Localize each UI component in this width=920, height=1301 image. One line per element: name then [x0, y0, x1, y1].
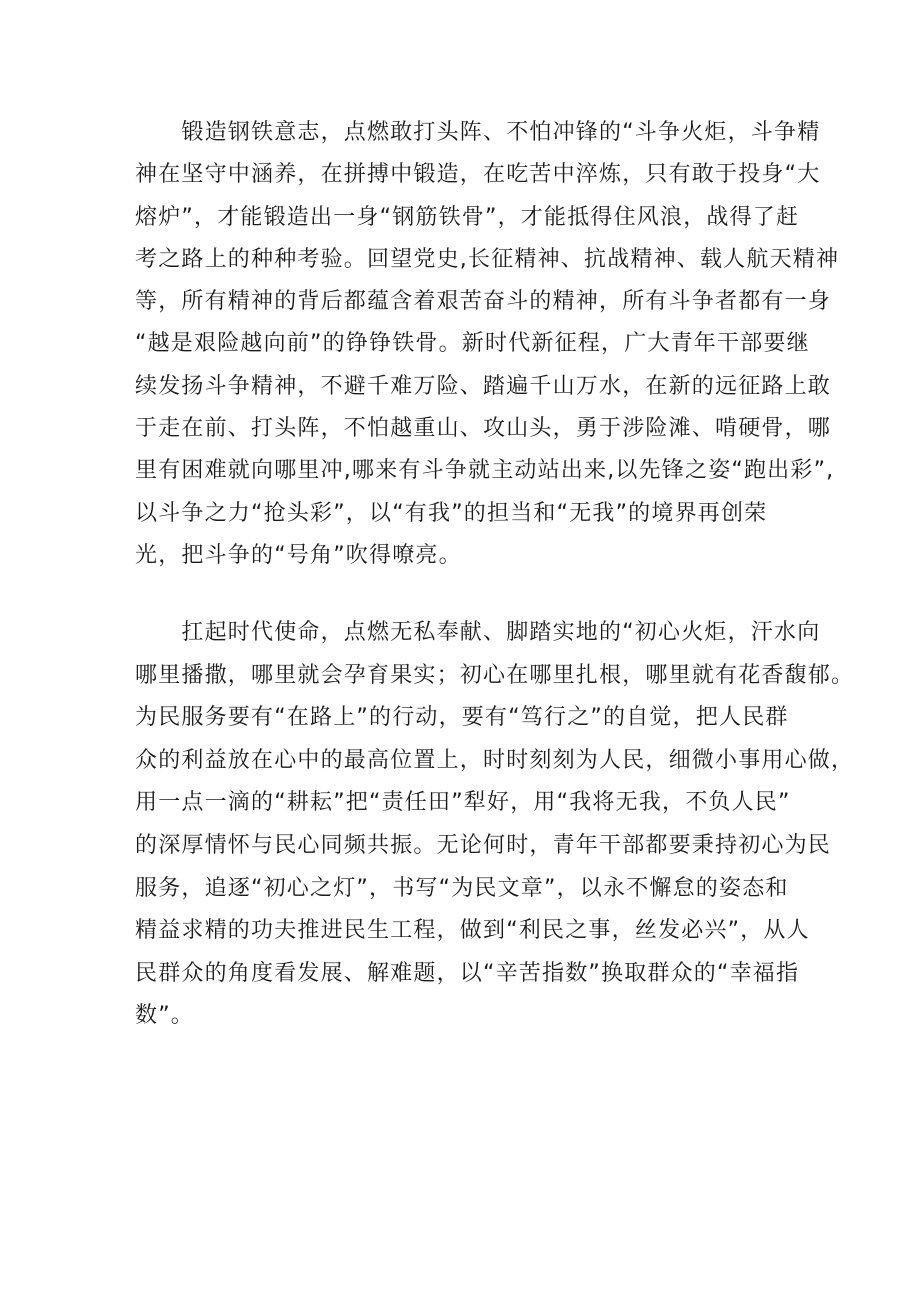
paragraph-line: 众的利益放在心中的最高位置上，时时刻刻为人民，细微小事用心做，	[135, 747, 855, 773]
paragraph-line: 神在坚守中涵养，在拼搏中锻造，在吃苦中淬炼，只有敢于投身“大	[135, 162, 821, 188]
paragraph-line: 用一点一滴的“耕耘”把“责任田”犁好，用“我将无我，不负人民”	[135, 790, 791, 816]
paragraph-struggle-spirit	[135, 112, 840, 577]
paragraph-line: 以斗争之力“抢头彩”，以“有我”的担当和“无我”的境界再创荣	[135, 500, 768, 526]
paragraph-line: 锻造钢铁意志，点燃敢打头阵、不怕冲锋的“斗争火炬，斗争精	[135, 120, 821, 145]
paragraph-line: 考之路上的种种考验。回望党史,长征精神、抗战精神、载人航天精神	[135, 246, 840, 272]
paragraph-line: “越是艰险越向前”的铮铮铁骨。新时代新征程，广大青年干部要继	[135, 331, 810, 357]
paragraph-line: 精益求精的功夫推进民生工程，做到“利民之事，丝发必兴”，从人	[135, 918, 810, 944]
paragraph-line: 光，把斗争的“号角”吹得嘹亮。	[135, 542, 462, 568]
paragraph-line: 里有困难就向哪里冲,哪来有斗争就主动站出来,以先锋之姿“跑出彩”,	[135, 458, 835, 484]
paragraph-line: 续发扬斗争精神，不避千难万险、踏遍千山万水，在新的远征路上敢	[135, 373, 832, 399]
paragraph-line: 民群众的角度看发展、解难题，以“辛苦指数”换取群众的“幸福指	[135, 960, 800, 986]
paragraph-line: 于走在前、打头阵，不怕越重山、攻山头，勇于涉险滩、啃硬骨，哪	[135, 416, 832, 442]
paragraph-line: 数”。	[135, 1003, 194, 1029]
paragraph-line: 服务，追逐“初心之灯”，书写“为民文章”，以永不懈怠的姿态和	[135, 875, 789, 901]
paragraph-line: 扛起时代使命，点燃无私奉献、脚踏实地的“初心火炬，汗水向	[135, 620, 821, 645]
paragraph-line: 为民服务要有“在路上”的行动，要有“笃行之”的自觉，把人民群	[135, 705, 789, 731]
paragraph-line: 的深厚情怀与民心同频共振。无论何时，青年干部都要秉持初心为民	[135, 832, 832, 858]
paragraph-line: 哪里播撒，哪里就会孕育果实；初心在哪里扎根，哪里就有花香馥郁。	[135, 662, 855, 688]
paragraph-original-aspiration	[135, 612, 855, 1038]
paragraph-line: 等，所有精神的背后都蕴含着艰苦奋斗的精神，所有斗争者都有一身	[135, 289, 832, 315]
paragraph-line: 熔炉”，才能锻造出一身“钢筋铁骨”，才能抵得住风浪，战得了赶	[135, 204, 800, 230]
